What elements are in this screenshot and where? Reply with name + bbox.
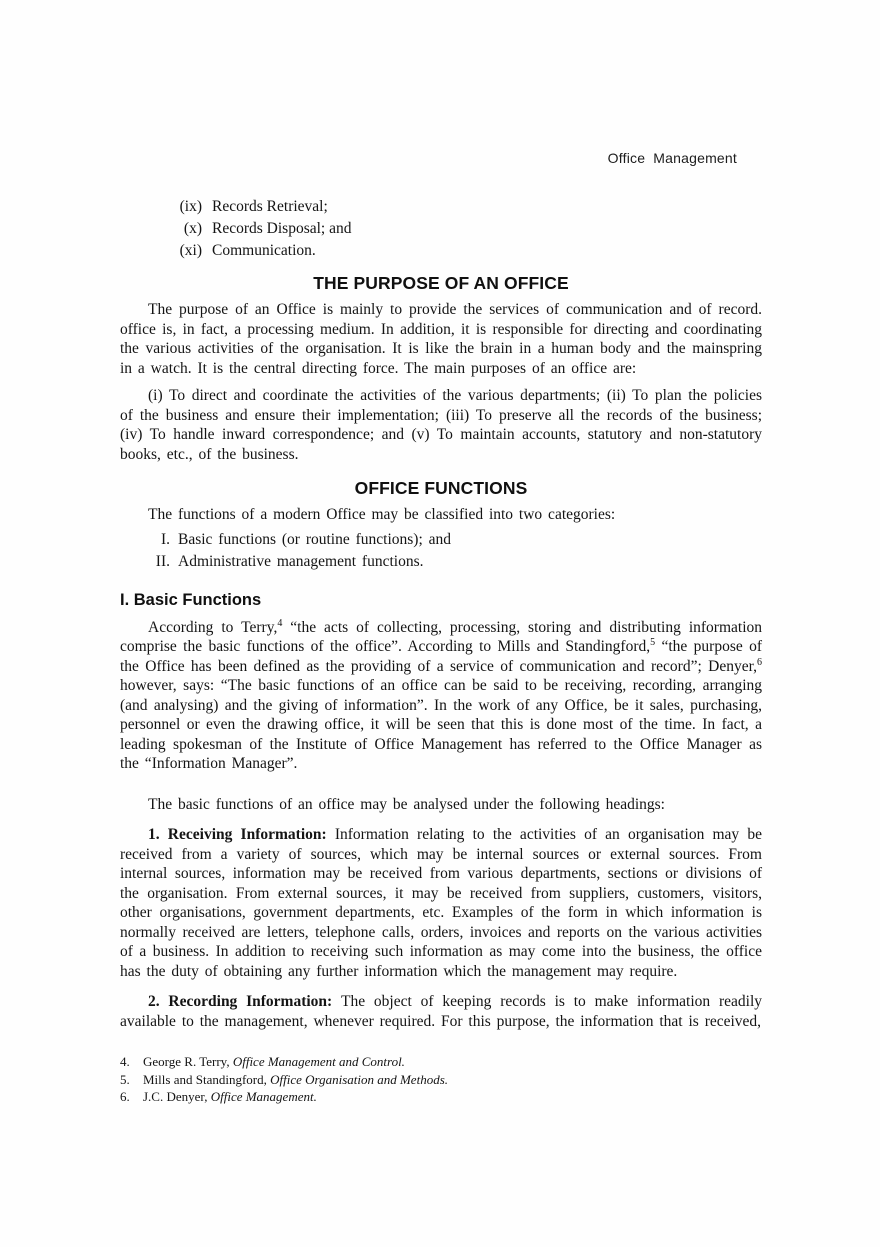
list-item-text: Administrative management functions. bbox=[178, 553, 424, 570]
paragraph-receiving-information: 1. Receiving Information: Information relating to the activities of an organisation may be received from a variety of sources, which may be internal sources or external sources. From internal sources, information may be received from various departments, sections or divisions of the organisation. From external sources, it may be received from suppliers, customers, visitors, other organisations, government departments, etc. Examples of the form in which information is normally received are letters, telephone calls, orders, invoices and reports on the various activities of a business. In addition to receiving such information as may come into the business, the office has the duty of obtaining any further information which the management may require. bbox=[120, 826, 762, 980]
footnotes bbox=[120, 1053, 762, 1106]
list-item-text: Records Retrieval; bbox=[212, 198, 328, 215]
footnote bbox=[120, 1053, 762, 1071]
footnote-number: 5. bbox=[120, 1071, 130, 1087]
paragraph-basic-functions-1: According to Terry,$^4$ “the acts of collecting, processing, storing and distributing information comprise the basic functions of the office”. According to Mills and Standingford,$^5$ “the purpose of the Office has been defined as the providing of a service of communication and record”; Denyer,$^6$ however, says: “The basic functions of an office can be said to be receiving, recording, arranging (and analysing) and the giving of information”. In the work of any Office, be it sales, purchasing, personnel or even the drawing office, it will be seen that this is done most of the time. In fact, a leading spokesman of the Institute of Office Management has referred to the Office Manager as the “Information Manager”. bbox=[120, 617, 763, 772]
footnote-text: J.C. Denyer, Office Management. bbox=[143, 1089, 317, 1104]
paragraph-purpose-1: The purpose of an Office is mainly to provide the services of communication and of record. office is, in fact, a processing medium. In addition, it is responsible for directing and coordinating the various activities of the organisation. It is like the brain in a human body and the mainspring in a watch. It is the central directing force. The main purposes of an office are: bbox=[120, 301, 762, 377]
running-header: Office Management bbox=[607, 150, 737, 166]
footnote-number: 4. bbox=[120, 1054, 130, 1069]
footnote-text: George R. Terry, Office Management and Control. bbox=[143, 1054, 405, 1069]
list-marker: (x) bbox=[183, 220, 202, 237]
list-marker: (xi) bbox=[179, 242, 202, 259]
footnote-text: Mills and Standingford, Office Organisation and Methods. bbox=[143, 1071, 449, 1087]
list-item-text: Records Disposal; and bbox=[212, 220, 352, 237]
footnote bbox=[120, 1088, 762, 1106]
section-heading-purpose: THE PURPOSE OF AN OFFICE bbox=[313, 273, 569, 293]
paragraph-basic-functions-2: The basic functions of an office may be analysed under the following headings: bbox=[148, 795, 665, 813]
list-item bbox=[120, 551, 762, 574]
paragraph-functions-intro: The functions of a modern Office may be classified into two categories: bbox=[148, 506, 616, 523]
list-marker: II. bbox=[155, 553, 170, 570]
list-item-text: Communication. bbox=[212, 242, 316, 259]
section-heading-basic-functions: I. Basic Functions bbox=[120, 590, 262, 609]
list-item bbox=[120, 218, 762, 240]
section-heading-functions: OFFICE FUNCTIONS bbox=[354, 478, 528, 498]
list-item bbox=[120, 529, 762, 552]
footnote bbox=[120, 1071, 762, 1089]
list-marker: (ix) bbox=[179, 198, 202, 215]
paragraph-purpose-2: (i) To direct and coordinate the activities of the various departments; (ii) To plan the policies of the business and ensure their implementation; (iii) To preserve all the records of the business; (iv) To handle inward correspondence; and (v) To maintain accounts, statutory and non-statutory books, etc., of the business. bbox=[120, 387, 762, 463]
list-marker: I. bbox=[160, 530, 170, 548]
list-item-text: Basic functions (or routine functions); and bbox=[178, 530, 452, 548]
list-item bbox=[120, 240, 762, 262]
list-item bbox=[120, 196, 762, 218]
functions-categories-list bbox=[120, 529, 762, 574]
paragraph-recording-information: 2. Recording Information: The object of keeping records is to make information readily available to the management, whenever required. For this purpose, the information that is received, bbox=[120, 993, 762, 1030]
records-list bbox=[120, 196, 762, 262]
footnote-number: 6. bbox=[120, 1089, 130, 1104]
